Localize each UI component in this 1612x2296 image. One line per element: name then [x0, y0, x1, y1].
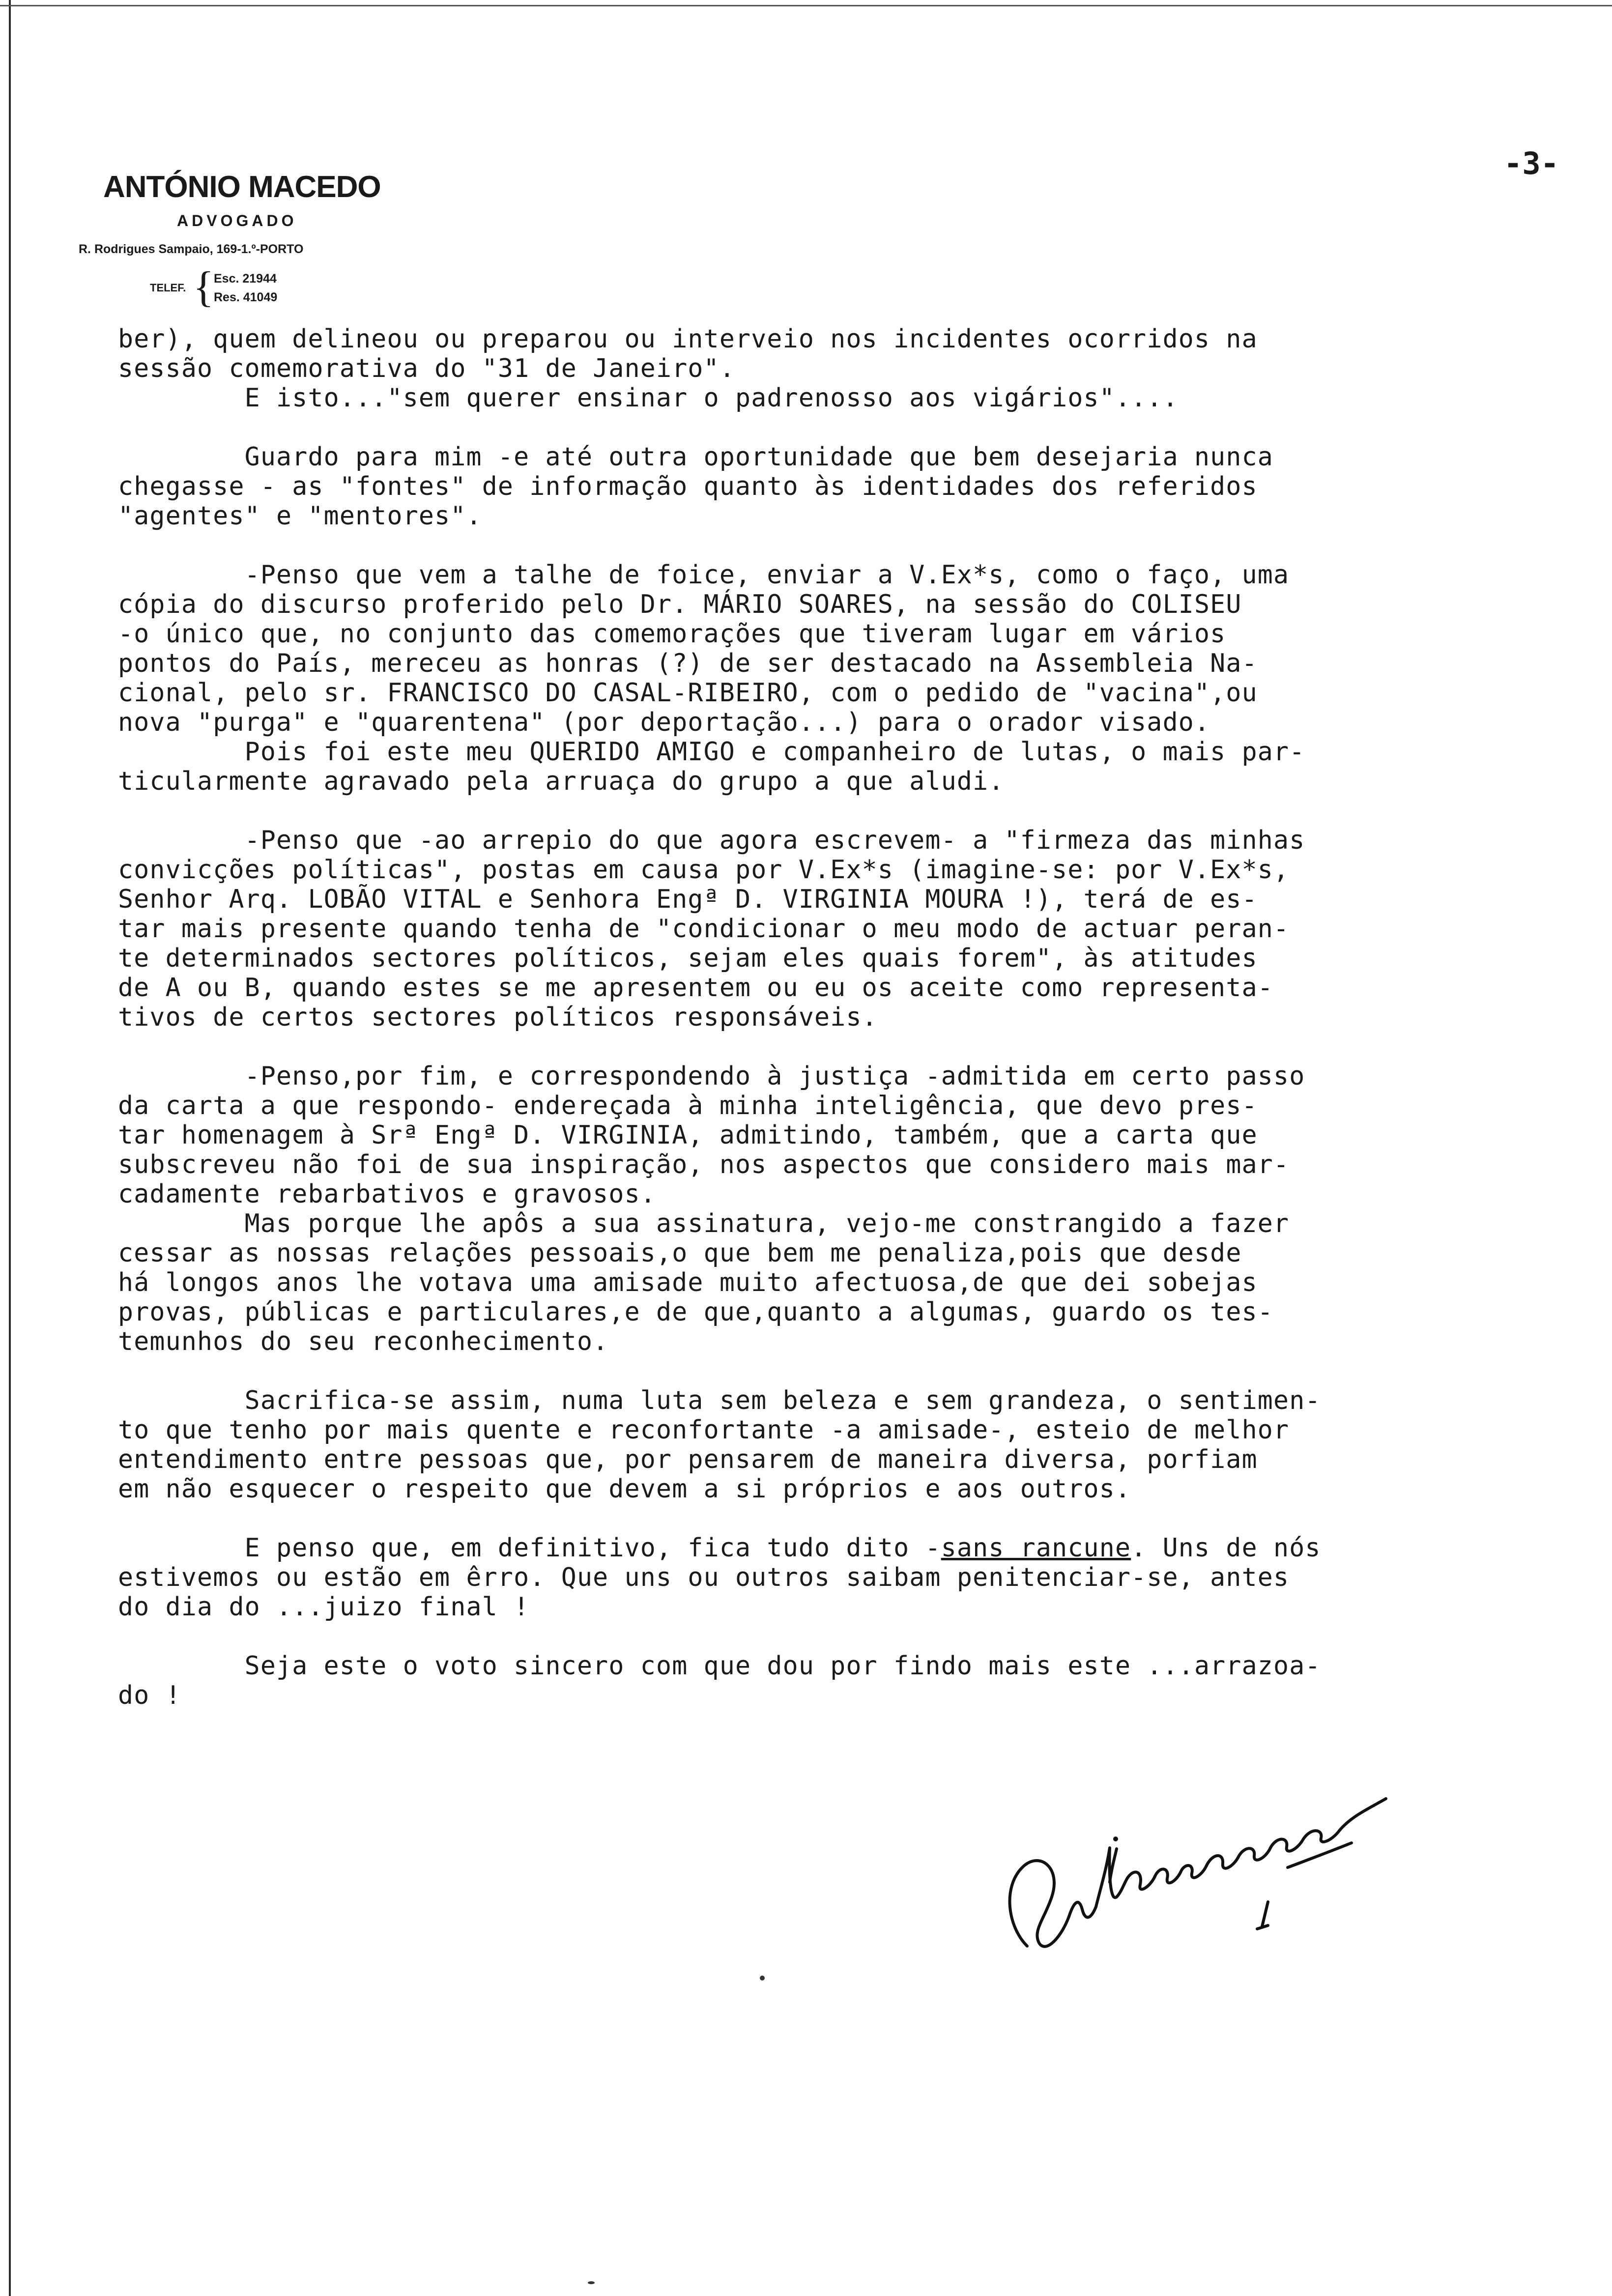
line-start: E penso que, em definitivo, fica tudo dito -: [118, 1533, 941, 1563]
letterhead-phone-office: Esc. 21944: [214, 272, 277, 286]
page-number: -3-: [1504, 145, 1559, 181]
letter-line: nova "purga" e "quarentena" (por deportação...) para o orador visado.: [118, 708, 1210, 737]
letterhead-phone-home: Res. 41049: [214, 290, 278, 304]
page-left-edge: [9, 0, 11, 2296]
letter-line: do dia do ...juizo final !: [118, 1592, 530, 1622]
letter-line: cional, pelo sr. FRANCISCO DO CASAL-RIBEIRO, com o pedido de "vacina",ou: [118, 678, 1258, 708]
letter-line: cadamente rebarbativos e gravosos.: [118, 1179, 656, 1209]
letter-line: tar mais presente quando tenha de "condicionar o meu modo de actuar peran-: [118, 914, 1290, 944]
letter-line: tar homenagem à Srª Engª D. VIRGINIA, admitindo, também, que a carta que: [118, 1120, 1258, 1150]
letter-line: em não esquecer o respeito que devem a si próprios e aos outros.: [118, 1474, 1131, 1504]
letter-line: Seja este o voto sincero com que dou por findo mais este ...arrazoa-: [118, 1651, 1321, 1681]
letter-line: sessão comemorativa do "31 de Janeiro".: [118, 354, 736, 383]
letter-line: Guardo para mim -e até outra oportunidade que bem desejaria nunca: [118, 442, 1274, 472]
letter-line: temunhos do seu reconhecimento.: [118, 1327, 609, 1356]
letter-line: da carta a que respondo- endereçada à minha inteligência, que devo pres-: [118, 1091, 1258, 1120]
letter-line: há longos anos lhe votava uma amisade muito afectuosa,de que dei sobejas: [118, 1268, 1258, 1297]
letter-line: -Penso que vem a talhe de foice, enviar a V.Ex*s, como o faço, uma: [118, 560, 1290, 590]
letter-line: E isto..."sem querer ensinar o padrenosso aos vigários"....: [118, 383, 1179, 413]
letterhead-address: R. Rodrigues Sampaio, 169-1.º-PORTO: [79, 242, 304, 256]
letter-line: subscreveu não foi de sua inspiração, nos aspectos que considero mais mar-: [118, 1150, 1290, 1179]
letter-line-sans-rancune: [118, 1533, 1321, 1563]
letter-line: convicções políticas", postas em causa por V.Ex*s (imagine-se: por V.Ex*s,: [118, 855, 1290, 885]
letter-line: chegasse - as "fontes" de informação quanto às identidades dos referidos: [118, 472, 1258, 501]
letter-line: ber), quem delineou ou preparou ou interveio nos incidentes ocorridos na: [118, 324, 1258, 354]
ink-dot: [588, 2281, 595, 2284]
letter-line: entendimento entre pessoas que, por pensarem de maneira diversa, porfiam: [118, 1445, 1258, 1474]
letter-line: "agentes" e "mentores".: [118, 501, 482, 531]
letter-line: estivemos ou estão em êrro. Que uns ou outros saibam penitenciar-se, antes: [118, 1563, 1290, 1592]
letter-line: ticularmente agravado pela arruaça do grupo a que aludi.: [118, 767, 1005, 796]
letter-line: Pois foi este meu QUERIDO AMIGO e companheiro de lutas, o mais par-: [118, 737, 1305, 767]
letter-line: -Penso,por fim, e correspondendo à justiça -admitida em certo passo: [118, 1062, 1305, 1091]
letter-line: Mas porque lhe apôs a sua assinatura, vejo-me constrangido a fazer: [118, 1209, 1290, 1238]
letter-line: to que tenho por mais quente e reconfortante -a amisade-, esteio de melhor: [118, 1415, 1290, 1445]
brace-icon: {: [193, 263, 214, 311]
handwritten-signature: [993, 1720, 1396, 1976]
letter-line: tivos de certos sectores políticos responsáveis.: [118, 1003, 878, 1032]
letter-line: cópia do discurso proferido pelo Dr. MÁRIO SOARES, na sessão do COLISEU: [118, 590, 1242, 619]
ink-dot: [760, 1976, 765, 1980]
letter-line: -Penso que -ao arrepio do que agora escrevem- a "firmeza das minhas: [118, 826, 1305, 855]
letterhead-phone-label: TELEF.: [150, 282, 186, 294]
letter-line: Sacrifica-se assim, numa luta sem beleza e sem grandeza, o sentimen-: [118, 1386, 1321, 1415]
letter-line: do !: [118, 1681, 181, 1710]
letter-line: provas, públicas e particulares,e de que,quanto a algumas, guardo os tes-: [118, 1297, 1274, 1327]
letter-line: te determinados sectores políticos, sejam eles quais forem", às atitudes: [118, 944, 1258, 973]
letter-line: pontos do País, mereceu as honras (?) de ser destacado na Assembleia Na-: [118, 649, 1258, 678]
underlined-phrase: sans rancune: [941, 1533, 1131, 1563]
letter-line: de A ou B, quando estes se me apresentem ou eu os aceite como representa-: [118, 973, 1274, 1003]
page-top-edge: [0, 5, 1612, 6]
letter-line: Senhor Arq. LOBÃO VITAL e Senhora Engª D. VIRGINIA MOURA !), terá de es-: [118, 885, 1258, 914]
letterhead-profession: ADVOGADO: [177, 212, 297, 230]
line-end: . Uns de nós: [1131, 1533, 1321, 1563]
letterhead-name: ANTÓNIO MACEDO: [103, 170, 381, 204]
letter-line: -o único que, no conjunto das comemorações que tiveram lugar em vários: [118, 619, 1226, 649]
letter-line: cessar as nossas relações pessoais,o que bem me penaliza,pois que desde: [118, 1238, 1242, 1268]
